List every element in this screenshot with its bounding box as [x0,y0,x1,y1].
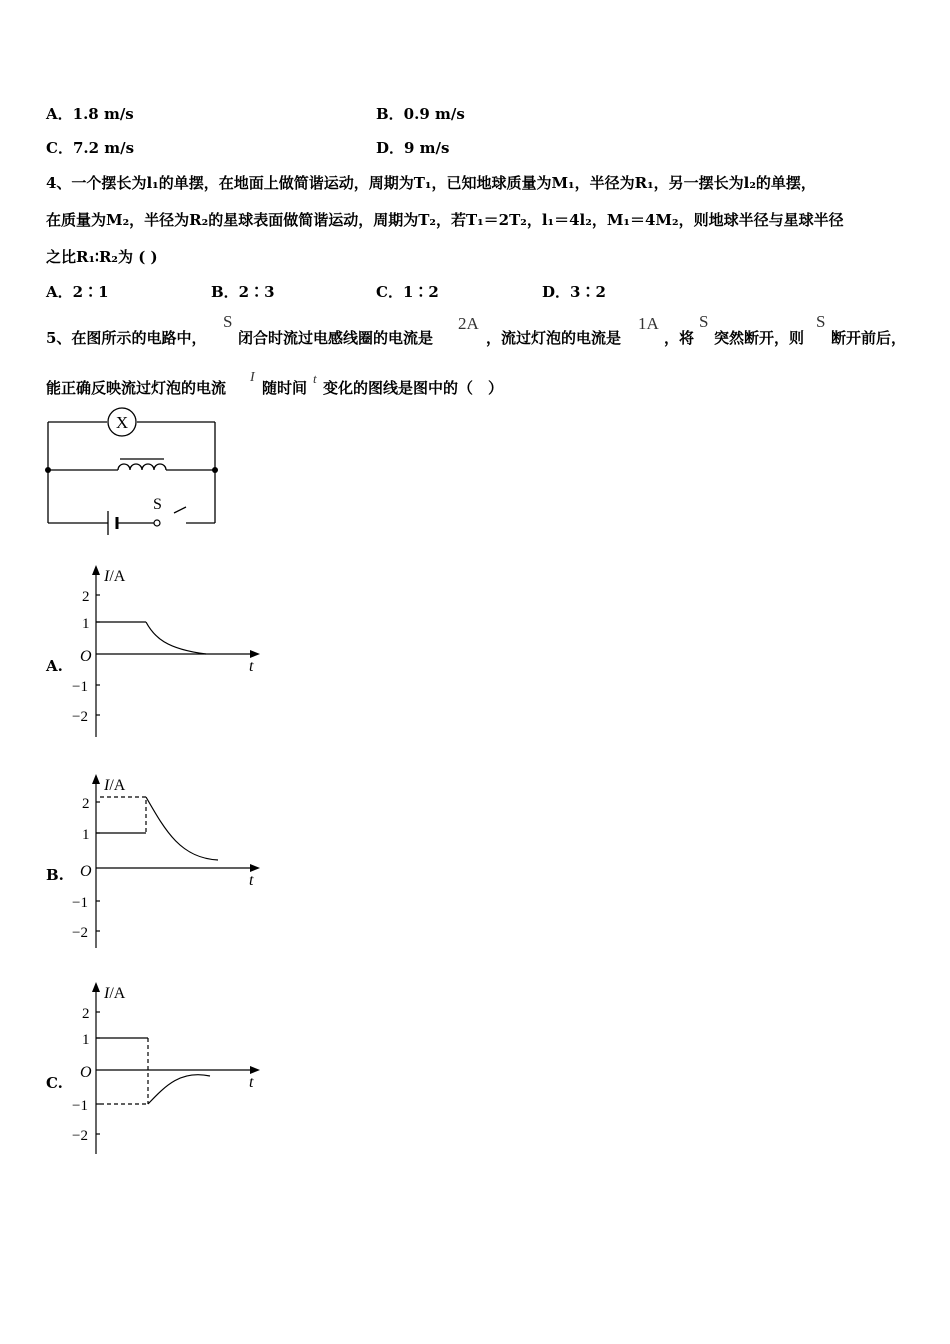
graph-a-tick-1: 1 [82,616,90,632]
q5-text-9: 变化的图线是图中的（ ） [323,379,504,397]
q4-line-2: 在质量为M₂，半径为R₂的星球表面做简谐运动，周期为T₂，若T₁＝2T₂，l₁＝4l₂，M₁＝4M₂，则地球半径与星球半径 [46,211,844,229]
q3-option-a: A．1.8 m/s [46,105,134,123]
graph-c-tick-minus-1: −1 [72,1098,88,1114]
graph-a [66,563,266,743]
graph-c-y-arrow [92,982,100,992]
switch-contact [154,520,160,526]
graph-b-y-arrow [92,774,100,784]
q4-option-d: D．3∶2 [542,283,606,301]
graph-b-dashed-inductor-level [100,797,146,833]
graph-c-tick-2: 2 [82,1006,90,1022]
q5-math-s-2: S [699,312,709,331]
graph-b-tick-1: 1 [82,827,90,843]
graph-b-option-label: B. [46,866,64,884]
graph-c-xlabel: t [249,1074,254,1091]
graph-c-option-label: C. [46,1074,63,1092]
q5-math-1a: 1A [638,314,659,333]
q5-math-s-3: S [816,312,826,331]
graph-c-tick-minus-2: −2 [72,1128,88,1144]
q5-text-4: ，将 [664,329,695,347]
graph-b-x-arrow [250,864,260,872]
q5-math-i: I [250,370,255,385]
lamp-symbol [108,408,136,436]
graph-a-ylabel: I/A [104,568,126,585]
graph-c-origin: O [80,1064,92,1081]
circuit-diagram [40,405,230,535]
q3-option-c: C．7.2 m/s [46,139,135,157]
q5-text-5: 突然断开，则 [714,329,805,347]
q5-text-3: ，流过灯泡的电流是 [486,329,622,347]
graph-b-decay-curve [146,797,218,860]
graph-a-tick-2: 2 [82,589,90,605]
graph-c-x-arrow [250,1066,260,1074]
q3-option-d: D．9 m/s [376,139,450,157]
graph-a-x-arrow [250,650,260,658]
graph-b-xlabel: t [249,872,254,889]
q5-text-7: 能正确反映流过灯泡的电流 [46,379,227,397]
graph-c-decay-curve [148,1075,210,1104]
graph-a-tick-minus-1: −1 [72,679,88,695]
q5-text-1: 5、在图所示的电路中， [46,329,207,347]
q5-math-t: t [313,371,317,386]
graph-a-decay-curve [146,622,206,654]
graph-a-tick-minus-2: −2 [72,709,88,725]
q4-option-c: C．1∶2 [376,283,439,301]
graph-c-tick-1: 1 [82,1032,90,1048]
graph-c-ylabel: I/A [104,985,126,1002]
q3-option-b: B．0.9 m/s [376,105,465,123]
q4-option-b: B．2∶3 [211,283,275,301]
switch-label: S [153,496,162,513]
graph-c [66,980,266,1160]
graph-b-tick-2: 2 [82,796,90,812]
q5-math-s-1: S [223,312,233,331]
junction-right [212,467,218,473]
q5-text-8: 随时间 [262,379,308,397]
junction-left [45,467,51,473]
graph-b-tick-minus-1: −1 [72,895,88,911]
q5-text-6: 断开前后， [831,329,907,347]
q4-line-1: 4、一个摆长为l₁的单摆，在地面上做简谐运动，周期为T₁，已知地球质量为M₁，半径为R₁，另一摆长为l₂的单摆， [46,174,816,192]
graph-b-tick-minus-2: −2 [72,925,88,941]
q5-math-2a: 2A [458,314,479,333]
graph-b-origin: O [80,863,92,880]
graph-a-origin: O [80,648,92,665]
graph-a-xlabel: t [249,658,254,675]
lamp-label: X [115,413,129,432]
graph-b [66,772,266,952]
q4-line-3: 之比R₁∶R₂为 ( ) [46,248,158,266]
graph-a-option-label: A. [46,657,63,675]
graph-b-ylabel: I/A [104,777,126,794]
graph-a-y-arrow [92,565,100,575]
q4-option-a: A．2∶1 [46,283,109,301]
graph-c-dashed-reverse-level [100,1038,148,1104]
q5-text-2: 闭合时流过电感线圈的电流是 [238,329,434,347]
